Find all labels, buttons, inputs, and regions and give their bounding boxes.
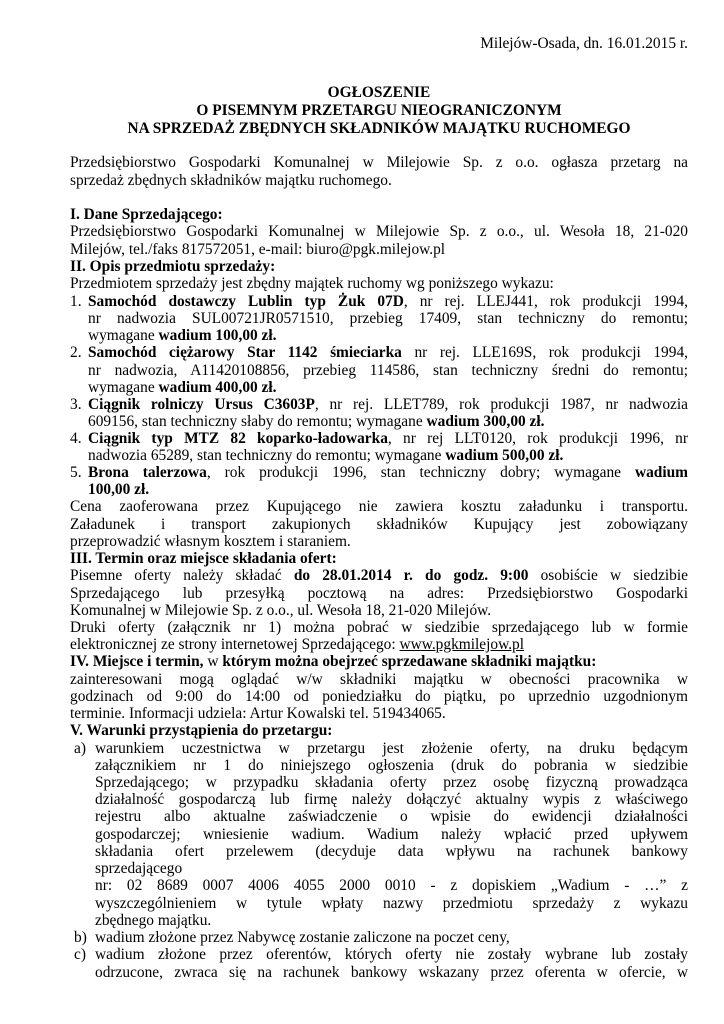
condition-a-line-2: załącznikiem nr 1 do niniejszego ogłoszenia (druk do pobrania w siedzibie bbox=[95, 757, 688, 774]
item-5-wadium: 100,00 zł. bbox=[88, 481, 150, 498]
item-1-name: Samochód dostawczy Lublin typ Żuk 07D bbox=[88, 293, 404, 310]
section-1-line-2: Milejów, tel./faks 817572051, e-mail: biuro@pgk.milejow.pl bbox=[70, 241, 446, 258]
intro-line-1: Przedsiębiorstwo Gospodarki Komunalnej w Milejowie Sp. z o.o. ogłasza przetarg na bbox=[70, 154, 688, 171]
item-1-wadium: wadium 100,00 zł. bbox=[158, 327, 277, 344]
condition-a-label: a) bbox=[74, 740, 86, 757]
item-2-line-3: wymagane wadium 400,00 zł. bbox=[88, 379, 277, 396]
section-3-line-3: Komunalnej w Milejowie Sp. z o.o., ul. Wesoła 18, 21-020 Milejów. bbox=[70, 602, 492, 619]
condition-a-line-3: Sprzedającego; w przypadku składania oferty przez osobę fizyczną prowadząca bbox=[95, 774, 688, 791]
item-5-name: Brona talerzowa bbox=[88, 464, 207, 481]
intro-line-2: sprzedaż zbędnych składników majątku ruchomego. bbox=[70, 172, 392, 189]
item-3-line-2: 609156, stan techniczny słaby do remontu; wymagane wadium 300,00 zł. bbox=[88, 413, 545, 430]
section-4-line-1: zainteresowani mogą oglądać w/w składniki majątku w obecności pracownika w bbox=[70, 671, 688, 688]
offer-deadline: do 28.01.2014 r. do godz. 9:00 bbox=[293, 567, 529, 584]
section-1-line-1: Przedsiębiorstwo Gospodarki Komunalnej w Milejowie Sp. z o.o., ul. Wesoła 18, 21-020 bbox=[70, 223, 688, 240]
section-4-line-2: godzinach od 9:00 do 14:00 od poniedziałku do piątku, po uprzednio uzgodnionym bbox=[70, 688, 688, 705]
condition-a-line-1: warunkiem uczestnictwa w przetargu jest złożenie oferty, na druku będącym bbox=[95, 740, 688, 757]
section-5-heading: V. Warunki przystąpienia do przetargu: bbox=[70, 722, 333, 739]
bank-account-line: nr: 02 8689 0007 4006 4055 2000 0010 - z dopiskiem „Wadium - …” z bbox=[95, 877, 688, 894]
condition-a-line-7: składania ofert przelewem (decyduje data wpływu na rachunek bankowy bbox=[95, 843, 688, 860]
section-2-note-line-3: przeprowadzić własnym kosztem i staraniem. bbox=[70, 533, 351, 550]
item-2-wadium: wadium 400,00 zł. bbox=[158, 379, 277, 396]
section-3-line-5: elektronicznej ze strony internetowej Sprzedającego: www.pgkmilejow.pl bbox=[70, 636, 525, 653]
item-2-line-2: nr nadwozia, A11420108856, przebieg 114586, stan techniczny średni do remontu; bbox=[88, 362, 688, 379]
section-2-heading: II. Opis przedmiotu sprzedaży: bbox=[70, 258, 276, 275]
section-3-line-2: Sprzedającego lub przesyłką pocztową na adres: Przedsiębiorstwo Gospodarki bbox=[70, 585, 688, 602]
condition-c-line-2: odrzucone, zwraca się na rachunek bankowy wskazany przez oferenta w ofercie, w bbox=[95, 964, 688, 981]
condition-b-line: wadium złożone przez Nabywcę zostanie zaliczone na poczet ceny, bbox=[95, 929, 510, 946]
section-2-note-line-2: Załadunek i transport zakupionych składników Kupujący jest zobowiązany bbox=[70, 516, 688, 533]
item-5-line-1: Brona talerzowa, rok produkcji 1996, stan techniczny dobry; wymagane wadium bbox=[88, 464, 688, 481]
condition-b-label: b) bbox=[74, 929, 87, 946]
title-line-2: O PISEMNYM PRZETARGU NIEOGRANICZONYM bbox=[196, 102, 562, 119]
item-3-wadium: wadium 300,00 zł. bbox=[426, 413, 545, 430]
item-3-name: Ciągnik rolniczy Ursus C3603P bbox=[88, 396, 315, 413]
condition-a-line-8: sprzedającego bbox=[95, 860, 183, 877]
item-2-line-1: Samochód ciężarowy Star 1142 śmieciarka nr rej. LLE169S, rok produkcji 1994, bbox=[88, 344, 688, 361]
section-1-heading: I. Dane Sprzedającego: bbox=[70, 206, 223, 223]
website-link[interactable]: www.pgkmilejow.pl bbox=[399, 636, 525, 653]
condition-a-line-10: wyszczególnieniem w tytule wpłaty nazwy przedmiotu sprzedaży z wykazu bbox=[95, 895, 688, 912]
item-1-line-1: Samochód dostawczy Lublin typ Żuk 07D, nr rej. LLEJ441, rok produkcji 1994, bbox=[88, 293, 688, 310]
item-3-line-1: Ciągnik rolniczy Ursus C3603P, nr rej. LLET789, rok produkcji 1987, nr nadwozia bbox=[88, 396, 688, 413]
item-4-name: Ciągnik typ MTZ 82 koparko-ładowarka bbox=[88, 430, 388, 447]
item-4-number: 4. bbox=[70, 430, 82, 447]
section-2-intro: Przedmiotem sprzedaży jest zbędny majątek ruchomy wg poniższego wykazu: bbox=[70, 275, 554, 292]
section-3-line-4: Druki oferty (załącznik nr 1) można pobrać w siedzibie sprzedającego lub w formie bbox=[70, 619, 688, 636]
title-line-1: OGŁOSZENIE bbox=[327, 84, 431, 101]
item-4-line-2: nadwozia 65289, stan techniczny do remontu; wymagane wadium 500,00 zł. bbox=[88, 447, 564, 464]
condition-a-line-4: działalność gospodarczą lub firmę należy dołączyć aktualny wypis z właściwego bbox=[95, 791, 688, 808]
item-2-number: 2. bbox=[70, 344, 82, 361]
item-4-wadium: wadium 500,00 zł. bbox=[445, 447, 564, 464]
item-3-number: 3. bbox=[70, 396, 82, 413]
condition-a-line-5: rejestru albo aktualne zaświadczenie o wpisie do ewidencji działalności bbox=[95, 808, 688, 825]
date-line: Milejów-Osada, dn. 16.01.2015 r. bbox=[480, 35, 688, 52]
item-1-line-3: wymagane wadium 100,00 zł. bbox=[88, 327, 277, 344]
item-1-line-2: nr nadwozia SUL00721JR0571510, przebieg 17409, stan techniczny do remontu; bbox=[88, 310, 688, 327]
section-4-line-3: terminie. Informacji udziela: Artur Kowalski tel. 519434065. bbox=[70, 705, 446, 722]
condition-c-line-1: wadium złożone przez oferentów, których oferty nie zostały wybrane lub zostały bbox=[95, 946, 688, 963]
section-2-note-line-1: Cena zaoferowana przez Kupującego nie zawiera kosztu załadunku i transportu. bbox=[70, 498, 688, 515]
section-3-line-1: Pisemne oferty należy składać do 28.01.2014 r. do godz. 9:00 osobiście w siedzibie bbox=[70, 567, 688, 584]
item-5-number: 5. bbox=[70, 464, 82, 481]
item-1-number: 1. bbox=[70, 293, 82, 310]
section-4-heading: IV. Miejsce i termin, w którym można obejrzeć sprzedawane składniki majątku: bbox=[70, 653, 597, 670]
condition-c-label: c) bbox=[74, 946, 86, 963]
item-4-line-1: Ciągnik typ MTZ 82 koparko-ładowarka, nr rej LLT0120, rok produkcji 1996, nr bbox=[88, 430, 689, 447]
section-3-heading: III. Termin oraz miejsce składania ofert: bbox=[70, 550, 337, 567]
title-line-3: NA SPRZEDAŻ ZBĘDNYCH SKŁADNIKÓW MAJĄTKU RUCHOMEGO bbox=[127, 120, 631, 137]
condition-a-line-11: zbędnego majątku. bbox=[95, 912, 212, 929]
condition-a-line-6: gospodarczej; wniesienie wadium. Wadium należy wpłacić przed upływem bbox=[95, 826, 688, 843]
item-2-name: Samochód ciężarowy Star 1142 śmieciarka bbox=[88, 344, 402, 361]
